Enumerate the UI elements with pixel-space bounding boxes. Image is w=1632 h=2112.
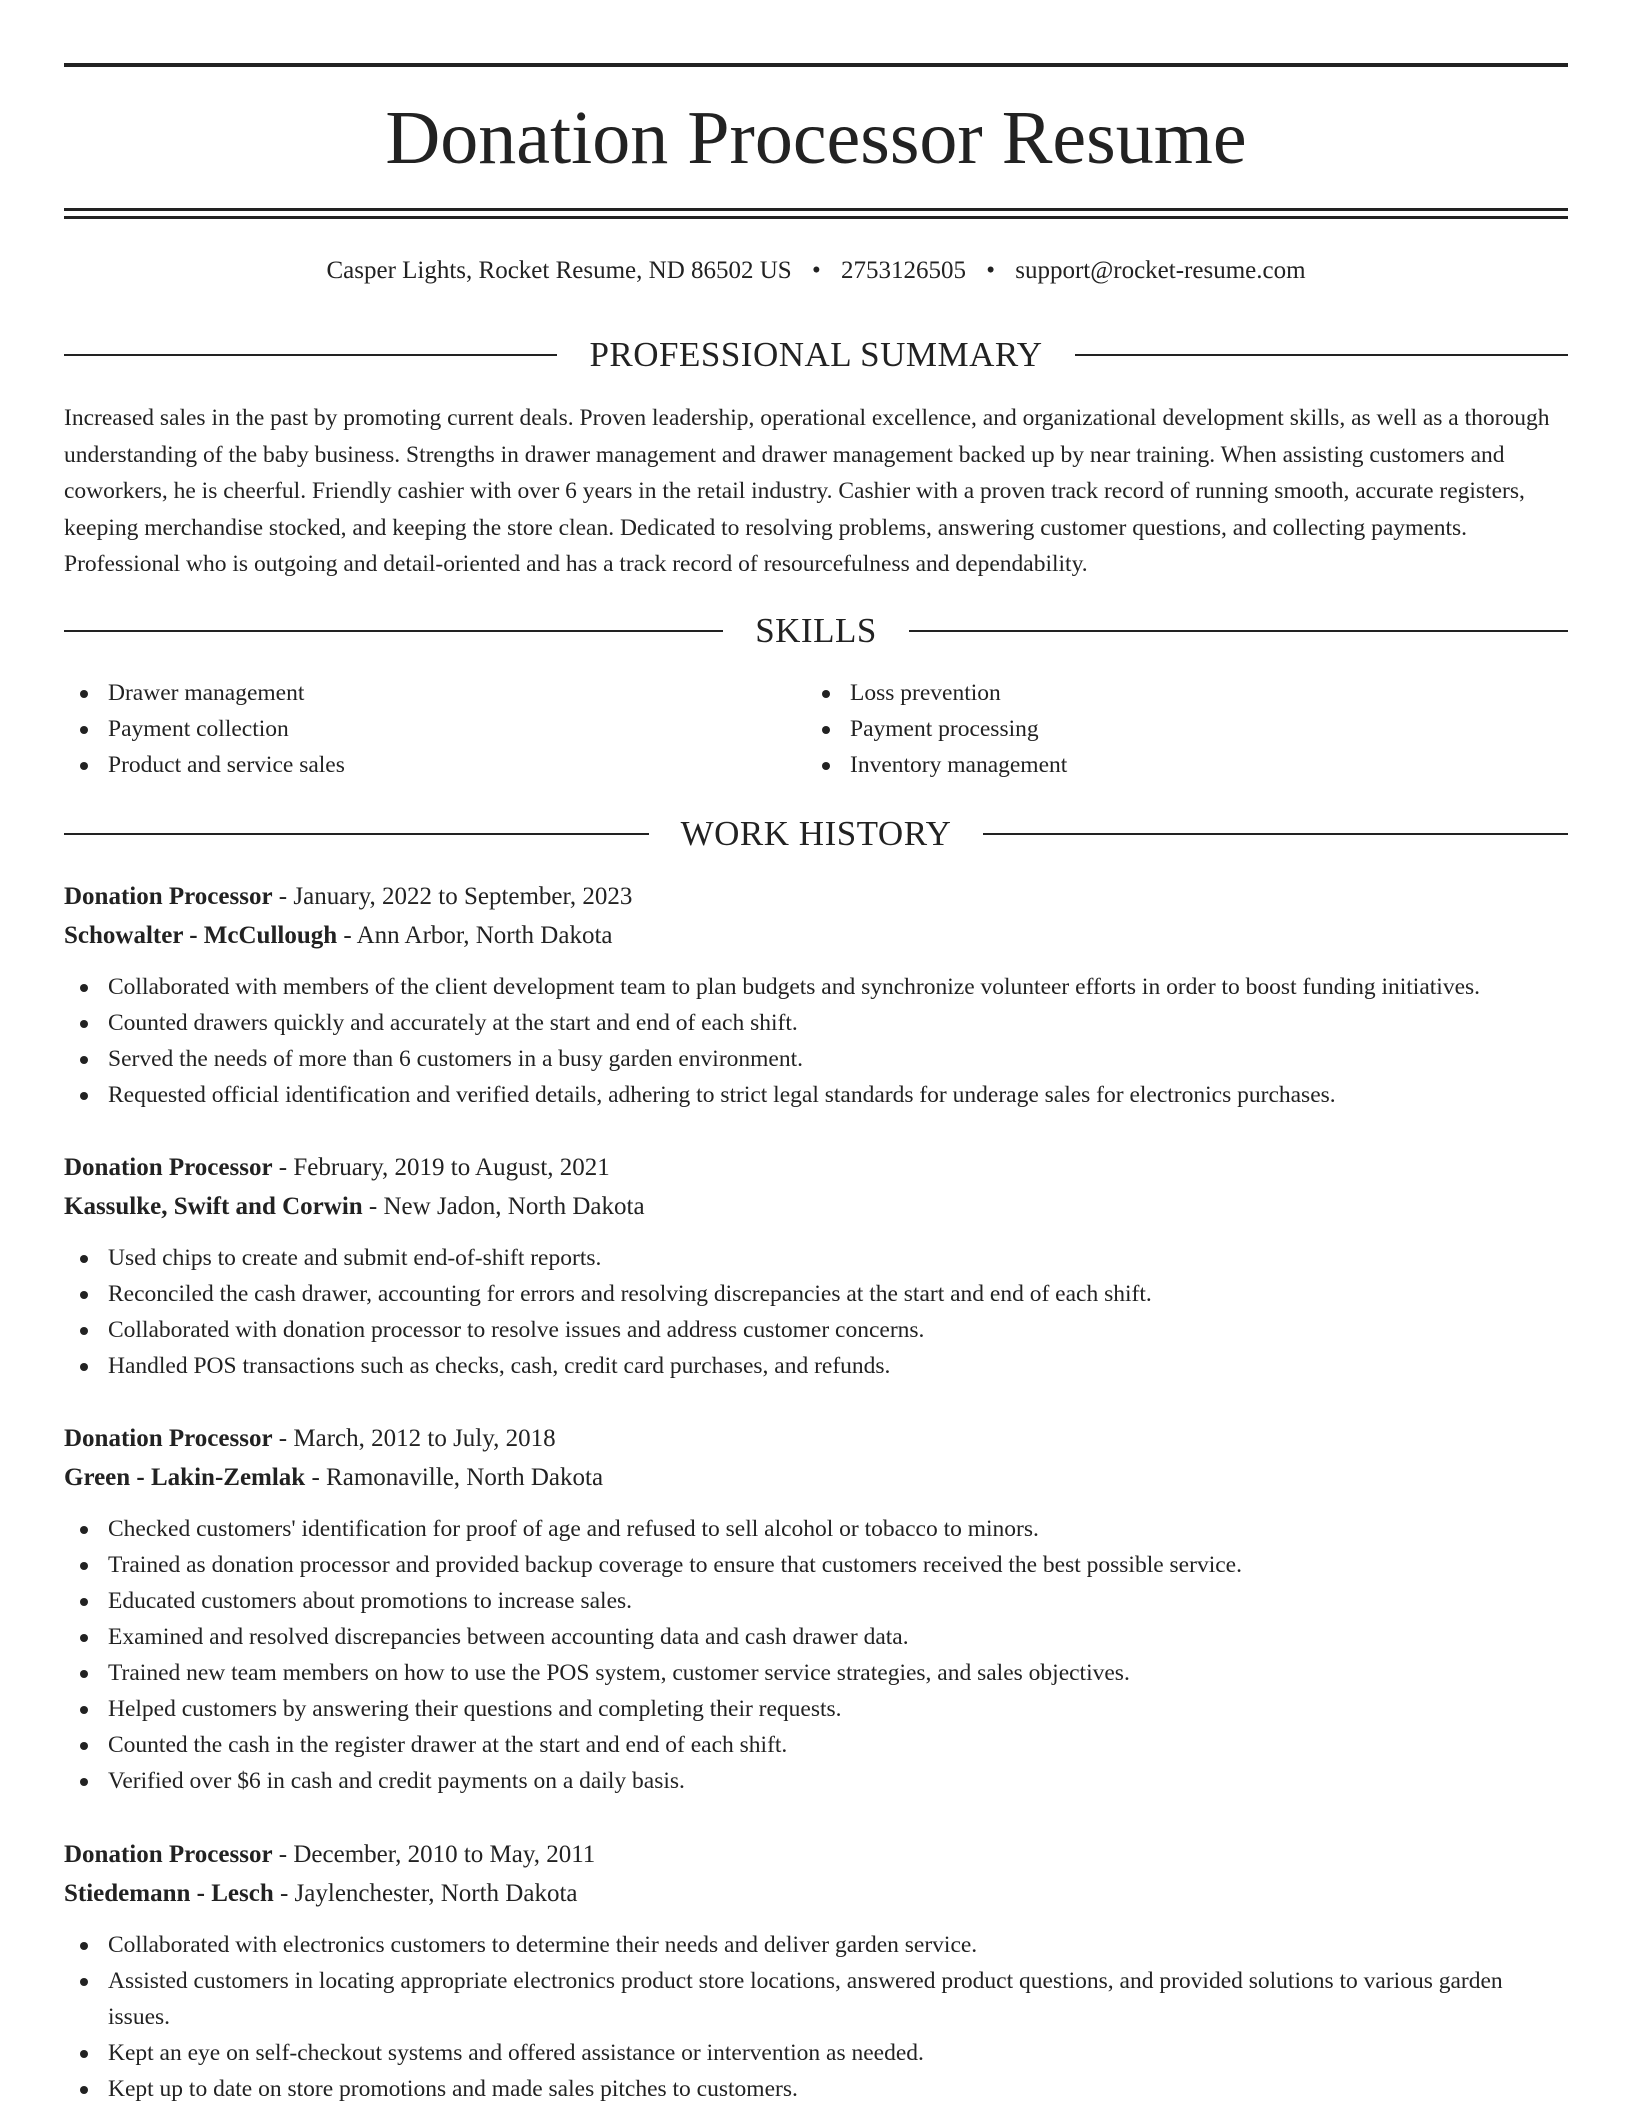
job-dates: - December, 2010 to May, 2011 [272,1841,596,1868]
job-bullet: Verified over $6 in cash and credit payments on a daily basis. [64,1763,1568,1799]
job-bullet: Collaborated with members of the client development team to plan budgets and synchronize volunteer efforts in order to boost funding initiatives. [64,969,1568,1005]
top-rule [64,63,1568,67]
skills-section-header [64,609,1568,653]
job-dates: - March, 2012 to July, 2018 [272,1425,556,1452]
job-bullet: Helped customers by answering their questions and completing their requests. [64,1691,1568,1727]
job-location: - New Jadon, North Dakota [362,1193,645,1220]
job-title: Donation Processor [64,1841,273,1868]
summary-section-header [64,333,1568,377]
job-bullet: Assisted customers in locating appropriate electronics product store locations, answered product questions, and provided solutions to various garden issues. [64,1963,1568,2035]
skills-heading: SKILLS [755,611,877,650]
section-rule [1075,354,1568,356]
contact-address: Casper Lights, Rocket Resume, ND 86502 US [326,257,792,284]
job-bullets [64,1240,1568,1384]
skill-item: Payment collection [64,711,806,747]
work-history-section-header [64,812,1568,856]
job-bullet: Trained new team members on how to use the POS system, customer service strategies, and sales objectives. [64,1655,1568,1691]
job-company-line [64,1187,1568,1226]
job-company: Stiedemann - Lesch [64,1880,274,1907]
job-dates: - January, 2022 to September, 2023 [272,883,633,910]
section-rule [64,630,723,632]
job-bullet: Trained as donation processor and provided backup coverage to ensure that customers received the best possible service. [64,1547,1568,1583]
skill-item: Product and service sales [64,747,806,783]
job-location: - Jaylenchester, North Dakota [273,1880,578,1907]
job-title-line [64,1835,1568,1874]
job-title-line [64,1419,1568,1458]
job-bullet: Counted drawers quickly and accurately at the start and end of each shift. [64,1005,1568,1041]
job-title: Donation Processor [64,883,273,910]
contact-line [64,254,1568,288]
document-title: Donation Processor Resume [385,96,1247,180]
job-entry [64,1148,1568,1384]
job-bullet: Served the needs of more than 6 customers in a busy garden environment. [64,1041,1568,1077]
job-bullet: Checked customers' identification for proof of age and refused to sell alcohol or tobacco to minors. [64,1511,1568,1547]
contact-separator: • [986,257,995,284]
job-company: Kassulke, Swift and Corwin [64,1193,363,1220]
title-rule-lower [64,216,1568,219]
job-bullet: Kept up to date on store promotions and made sales pitches to customers. [64,2071,1568,2107]
job-entry [64,1419,1568,1799]
job-bullet: Kept an eye on self-checkout systems and offered assistance or intervention as needed. [64,2035,1568,2071]
job-company: Green - Lakin-Zemlak [64,1464,306,1491]
skills-column-right [806,675,1548,783]
skill-item: Drawer management [64,675,806,711]
job-bullet: Counted the cash in the register drawer at the start and end of each shift. [64,1727,1568,1763]
section-rule [64,833,649,835]
job-title-line [64,877,1568,916]
job-entry [64,1835,1568,2107]
job-bullet: Educated customers about promotions to increase sales. [64,1583,1568,1619]
job-bullet: Handled POS transactions such as checks, cash, credit card purchases, and refunds. [64,1348,1568,1384]
summary-text: Increased sales in the past by promoting current deals. Proven leadership, operational excellence, and organizational development skills, as well as a thorough understanding of the baby business. Strengths in drawer management and drawer management backed up by near training. When assisting customers and coworkers, he is cheerful. Friendly cashier with over 6 years in the retail industry. Cashier with a proven track record of running smooth, accurate registers, keeping merchandise stocked, and keeping the store clean. Dedicated to resolving problems, answering customer questions, and collecting payments. Professional who is outgoing and detail-oriented and has a track record of resourcefulness and dependability. [64,405,1550,577]
section-rule [909,630,1568,632]
job-bullet: Collaborated with electronics customers to determine their needs and deliver garden service. [64,1927,1568,1963]
skills-column-left [64,675,806,783]
job-company-line [64,916,1568,955]
job-bullet: Reconciled the cash drawer, accounting for errors and resolving discrepancies at the start and end of each shift. [64,1276,1568,1312]
job-company: Schowalter - McCullough [64,922,338,949]
work-history-heading: WORK HISTORY [680,814,952,853]
contact-separator: • [811,257,821,284]
contact-email: support@rocket-resume.com [1015,257,1306,284]
job-title: Donation Processor [64,1425,273,1452]
job-bullet: Collaborated with donation processor to resolve issues and address customer concerns. [64,1312,1568,1348]
job-bullet: Examined and resolved discrepancies between accounting data and cash drawer data. [64,1619,1568,1655]
skill-item: Inventory management [806,747,1548,783]
job-bullets [64,969,1568,1113]
job-title: Donation Processor [64,1154,273,1181]
job-company-line [64,1458,1568,1497]
job-location: - Ann Arbor, North Dakota [337,922,613,949]
job-bullets [64,1927,1568,2107]
job-location: - Ramonaville, North Dakota [305,1464,604,1491]
skill-item: Payment processing [806,711,1548,747]
contact-phone: 2753126505 [840,257,966,284]
skills-list [64,675,1568,783]
job-title-line [64,1148,1568,1187]
section-rule [983,833,1568,835]
section-rule [64,354,557,356]
title-rule-upper [64,208,1568,211]
job-bullet: Used chips to create and submit end-of-shift reports. [64,1240,1568,1276]
job-bullets [64,1511,1568,1799]
job-dates: - February, 2019 to August, 2021 [272,1154,610,1181]
job-bullet: Requested official identification and verified details, adhering to strict legal standards for underage sales for electronics purchases. [64,1077,1568,1113]
summary-heading: PROFESSIONAL SUMMARY [589,335,1043,374]
job-company-line [64,1874,1568,1913]
job-entry [64,877,1568,1113]
skill-item: Loss prevention [806,675,1548,711]
